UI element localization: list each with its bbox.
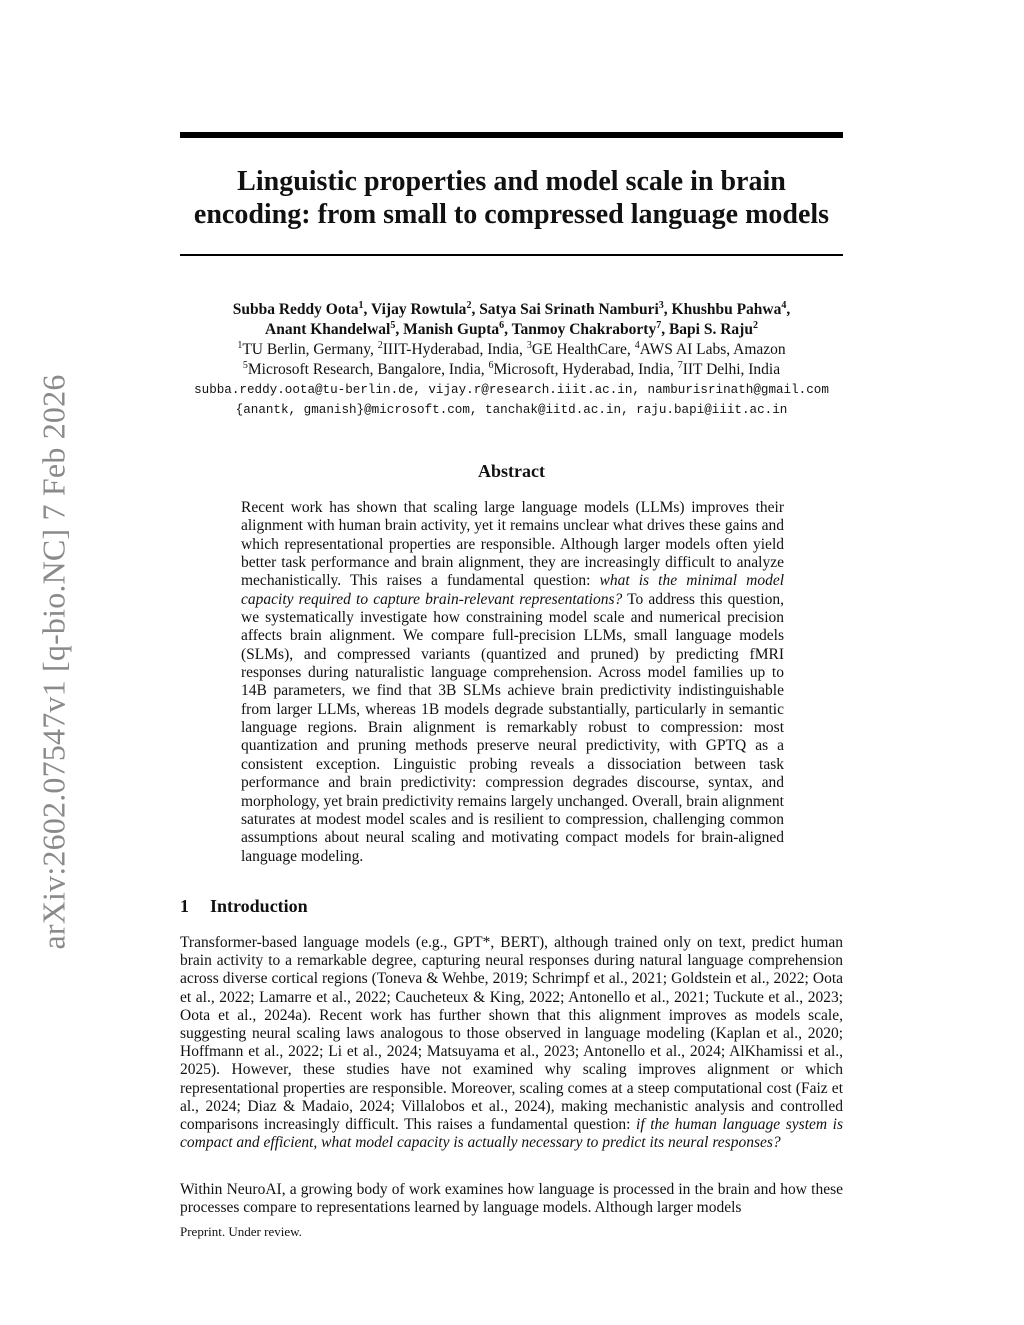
affiliation-number: 7 <box>677 359 683 371</box>
affiliation-number: 6 <box>488 359 494 371</box>
affiliation-text: IIT Delhi, India <box>682 361 781 378</box>
author-name: Subba Reddy Oota <box>232 301 359 318</box>
author-block <box>150 300 873 420</box>
author-name: Manish Gupta <box>403 321 500 338</box>
author-name: Tanmoy Chakraborty <box>511 321 657 338</box>
author-separator: , <box>471 301 480 318</box>
author-affiliation-mark: 1 <box>358 299 364 311</box>
author-separator: , <box>663 301 672 318</box>
arxiv-identifier-stamp: arXiv:2602.07547v1 [q-bio.NC] 7 Feb 2026 <box>35 374 72 950</box>
author-separator: , <box>661 321 669 338</box>
affiliation-text: Microsoft, Hyderabad, India, <box>493 361 678 378</box>
affiliation-text: AWS AI Labs, Amazon <box>639 341 786 358</box>
affiliation-number: 1 <box>237 339 243 351</box>
title-bottom-rule <box>180 254 843 256</box>
author-emails-line-2[interactable]: {anantk, gmanish}@microsoft.com, tanchak@iitd.ac.in, raju.bapi@iiit.ac.in <box>235 403 788 417</box>
affiliation-text: IIIT-Hyderabad, India, <box>382 341 527 358</box>
author-name: Vijay Rowtula <box>371 301 467 318</box>
author-affiliation-mark: 7 <box>656 319 662 331</box>
section-heading-introduction <box>180 896 308 917</box>
affiliations-line-1 <box>150 340 873 360</box>
affiliation-text: Microsoft Research, Bangalore, India, <box>247 361 489 378</box>
author-separator: , <box>363 301 371 318</box>
preprint-footer: Preprint. Under review. <box>180 1224 302 1239</box>
affiliation-text: TU Berlin, Germany, <box>242 341 378 358</box>
affiliation-number: 4 <box>634 339 640 351</box>
author-emails-line-1[interactable]: subba.reddy.oota@tu-berlin.de, vijay.r@research.iiit.ac.in, namburisrinath@gmail.com <box>194 383 829 397</box>
title-top-rule <box>180 132 843 138</box>
author-name: Bapi S. Raju <box>668 321 753 338</box>
intro-paragraph-1-text: Transformer-based language models (e.g., GPT*, BERT), although trained only on text, predict human brain activity to a remarkable degree, capturing neural responses during natural language comprehension across diverse cortical regions (Toneva & Wehbe, 2019; Schrimpf et al., 2021; Goldstein et al., 2022; Oota et al., 2022; Lamarre et al., 2022; Caucheteux & King, 2022; Antonello et al., 2021; Tuckute et al., 2023; Oota et al., 2024a). Recent work has further shown that this alignment improves as models scale, suggesting neural scaling laws analogous to those observed in language modeling (Kaplan et al., 2020; Hoffmann et al., 2022; Li et al., 2024; Matsuyama et al., 2023; Antonello et al., 2024; AlKhamissi et al., 2025). However, these studies have not examined why scaling improves alignment or which representational properties are responsible. Moreover, scaling comes at a steep computational cost (Faiz et al., 2024; Diaz & Madaio, 2024; Villalobos et al., 2024), making mechanistic analysis and controlled comparisons increasingly difficult. This raises a fundamental question: <box>180 934 843 1134</box>
affiliation-number: 3 <box>526 339 532 351</box>
author-affiliation-mark: 3 <box>658 299 664 311</box>
abstract-italic-question: what is the minimal model capacity required to capture brain-relevant representations? <box>241 572 785 608</box>
author-affiliation-mark: 6 <box>499 319 505 331</box>
author-separator: , <box>786 301 791 318</box>
abstract-text-continued: To address this question, we systematically investigate how constraining model scale and numerical precision affects brain alignment. We compare full-precision LLMs, small language models (SLMs), and compressed variants (quantized and pruned) by predicting fMRI responses during naturalistic language comprehension. Across model families up to 14B parameters, we find that 3B SLMs achieve brain predictivity indistinguishable from larger LLMs, whereas 1B models degrade substantially, particularly in semantic language regions. Brain alignment is remarkably robust to compression: most quantization and pruning methods preserve neural predictivity, with GPTQ as a consistent exception. Linguistic probing reveals a dissociation between task performance and brain predictivity: compression degrades discourse, syntax, and morphology, yet brain predictivity remains largely unchanged. Overall, brain alignment saturates at modest model scales and is resilient to compression, challenging common assumptions about neural scaling and motivating compact models for brain-aligned language modeling. <box>241 590 784 865</box>
author-name: Khushbu Pahwa <box>671 301 782 318</box>
author-names-line-1 <box>150 300 873 320</box>
abstract-heading: Abstract <box>478 461 545 481</box>
author-affiliation-mark: 2 <box>466 299 472 311</box>
affiliation-number: 2 <box>377 339 383 351</box>
author-names-line-2 <box>150 320 873 340</box>
affiliation-text: GE HealthCare, <box>531 341 635 358</box>
author-separator: , <box>395 321 404 338</box>
section-number: 1 <box>180 896 189 916</box>
author-affiliation-mark: 4 <box>781 299 787 311</box>
affiliations-line-2 <box>150 360 873 380</box>
author-affiliation-mark: 5 <box>390 319 396 331</box>
affiliation-number: 5 <box>242 359 248 371</box>
intro-paragraph-1 <box>180 934 843 1152</box>
abstract-text: Recent work has shown that scaling large language models (LLMs) improves their alignment with human brain activity, yet it remains unclear what drives these gains and which representational properties are responsible. Although larger models often yield better task performance and brain alignment, they are increasingly difficult to analyze mechanistically. This raises a fundamental question: <box>241 499 784 590</box>
abstract-body <box>241 499 784 866</box>
intro-paragraph-2: Within NeuroAI, a growing body of work examines how language is processed in the brain and how these processes compare to representations learned by language models. Although larger models <box>180 1181 843 1217</box>
section-title: Introduction <box>210 896 308 916</box>
author-name: Satya Sai Srinath Namburi <box>479 301 659 318</box>
author-separator: , <box>504 321 512 338</box>
paper-title: Linguistic properties and model scale in brain encoding: from small to compressed language models <box>193 166 830 230</box>
intro-italic-question: if the human language system is compact and efficient, what model capacity is actually necessary to predict its neural responses? <box>180 1116 844 1152</box>
author-affiliation-mark: 2 <box>752 319 758 331</box>
author-name: Anant Khandelwal <box>265 321 391 338</box>
